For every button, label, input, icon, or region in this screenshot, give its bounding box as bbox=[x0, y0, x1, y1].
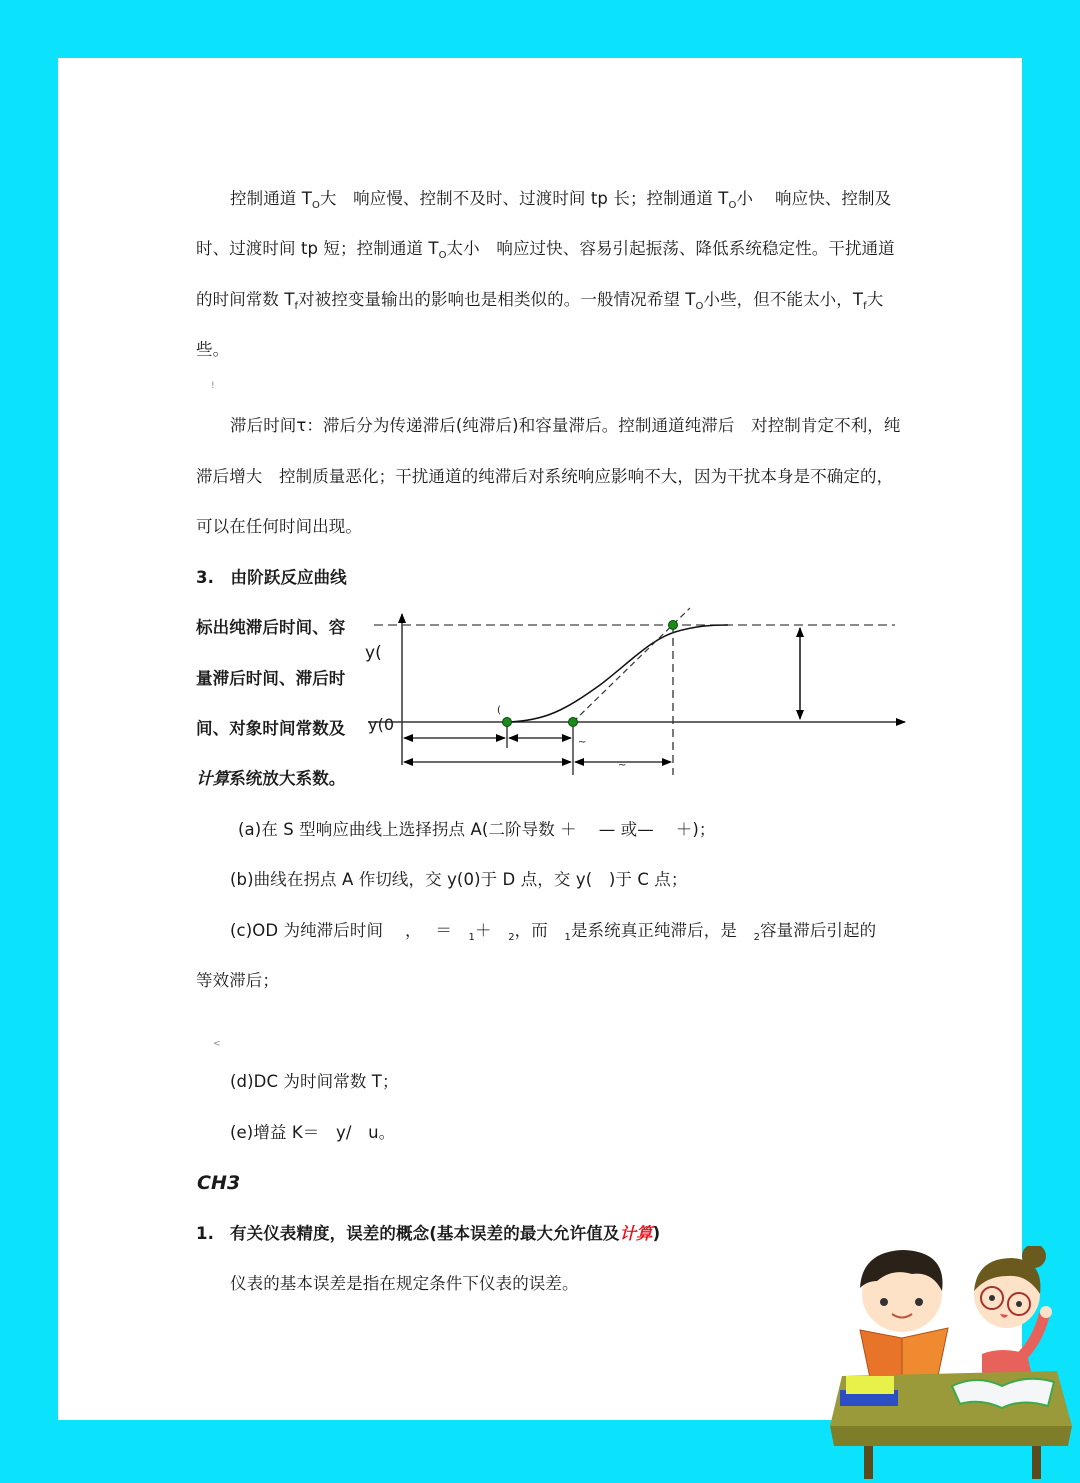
section-3-line-4: 间、对象时间常数及 bbox=[196, 719, 346, 738]
paragraph-1-line-4: 些。 bbox=[196, 340, 230, 359]
item-1-heading: 有关仪表精度，误差的概念(基本误差的最大允许值及计算) bbox=[230, 1224, 661, 1243]
stray-mark: ! bbox=[211, 381, 215, 391]
T-label: ~ bbox=[618, 760, 627, 771]
y-infinity-label: y( bbox=[365, 643, 382, 663]
step-e: (e)增益 K＝ y/ u。 bbox=[230, 1123, 396, 1142]
stray-mark: < bbox=[213, 1039, 221, 1049]
paragraph-2-line-3: 可以在任何时间出现。 bbox=[196, 517, 362, 536]
section-3-line-1: 3. 由阶跃反应曲线 bbox=[196, 568, 347, 587]
chapter-heading: CH3 bbox=[197, 1172, 241, 1194]
paragraph-1-line-2: 时、过渡时间 tp 短；控制通道 $T_O$太小 响应过快、容易引起振荡、降低系统稳定性。干扰通道 bbox=[196, 239, 895, 261]
item-1-number: 1. bbox=[196, 1224, 214, 1243]
section-3-line-2: 标出纯滞后时间、容 bbox=[196, 618, 346, 637]
item-1-body: 仪表的基本误差是指在规定条件下仪表的误差。 bbox=[230, 1274, 579, 1293]
step-response-diagram bbox=[360, 600, 910, 794]
step-d: (d)DC 为时间常数 T； bbox=[230, 1072, 399, 1091]
paragraph-1-line-1: 控制通道 $T_O$大 响应慢、控制不及时、过渡时间 tp 长；控制通道 $T_O$小 响应快、控制及 bbox=[230, 189, 892, 211]
section-3-line-3: 量滞后时间、滞后时 bbox=[196, 669, 346, 688]
y0-label: y(0 bbox=[368, 715, 395, 734]
step-c-continued: 等效滞后； bbox=[196, 971, 279, 990]
kids-reading-illustration bbox=[822, 1246, 1080, 1483]
paragraph-2-line-1: 滞后时间τ：滞后分为传递滞后(纯滞后)和容量滞后。控制通道纯滞后 对控制肯定不利，纯 bbox=[230, 416, 901, 435]
paragraph-1-line-3: 的时间常数 $T_f$对被控变量输出的影响也是相类似的。一般情况希望 $T_O$小些，但不能太小，$T_f$大 bbox=[196, 290, 884, 312]
step-c: (c)OD 为纯滞后时间 ， ＝ $_1$＋ $_2$，而 $_1$是系统真正纯滞后，是 $_2$容量滞后引起的 bbox=[230, 921, 877, 943]
section-3-line-5: 计算系统放大系数。 bbox=[196, 769, 346, 788]
start-point-label: ( bbox=[497, 705, 502, 716]
step-a: (a)在 S 型响应曲线上选择拐点 A(二阶导数 ＋ — 或— ＋)； bbox=[238, 820, 716, 839]
paragraph-2-line-2: 滞后增大 控制质量恶化；干扰通道的纯滞后对系统响应影响不大，因为干扰本身是不确定的， bbox=[196, 467, 894, 486]
D-point-label: ~ bbox=[578, 737, 587, 748]
step-b: (b)曲线在拐点 A 作切线，交 y(0)于 D 点，交 y( )于 C 点； bbox=[230, 870, 688, 889]
